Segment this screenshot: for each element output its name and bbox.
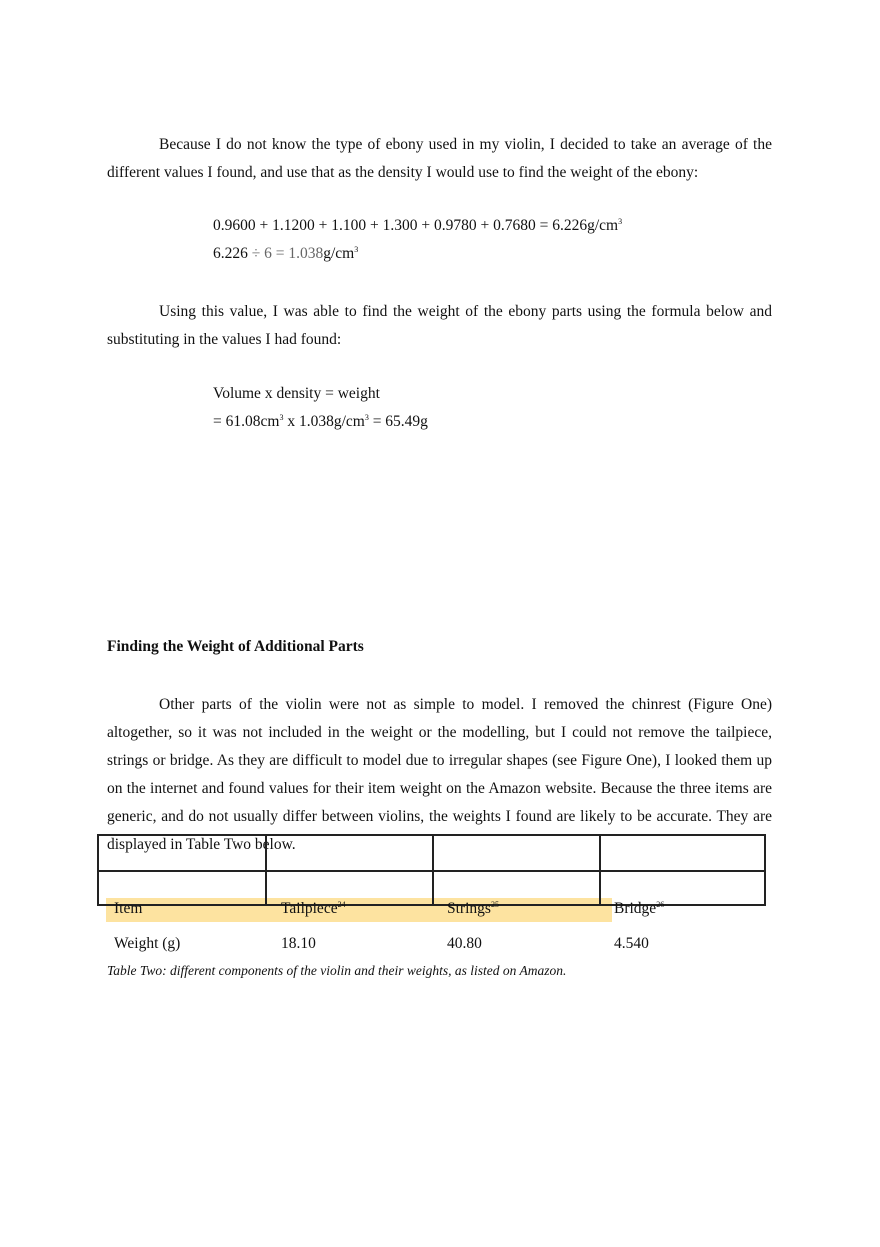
- table-cell-strings-weight: 40.80: [447, 935, 482, 952]
- equation-density-sum: [213, 217, 622, 235]
- table-cell-bridge-weight: 4.540: [614, 935, 649, 952]
- equation-volume: = 61.08cm: [213, 413, 280, 430]
- equation-avg-division: ÷ 6 = 1.038: [247, 245, 324, 262]
- table-header-bridge: [614, 900, 664, 918]
- equation-sum-text: 0.9600 + 1.1200 + 1.100 + 1.300 + 0.9780 + 0.7680 = 6.226g/cm: [213, 217, 619, 234]
- footnote-marker: 26: [656, 900, 665, 909]
- equation-weight-calculation: [213, 413, 428, 431]
- section-heading: Finding the Weight of Additional Parts: [107, 638, 364, 655]
- footnote-marker: 25: [490, 900, 499, 909]
- grid-column-divider: [265, 836, 267, 904]
- superscript-3: 3: [364, 413, 369, 422]
- table-caption: Table Two: different components of the violin and their weights, as listed on Amazon.: [107, 963, 567, 978]
- table-cell-tailpiece-weight: 18.10: [281, 935, 316, 952]
- table-header-label: Strings: [447, 900, 491, 917]
- footnote-marker: 24: [337, 900, 346, 909]
- table-header-label: Tailpiece: [281, 900, 338, 917]
- paragraph-using-value: Using this value, I was able to find the weight of the ebony parts using the formula below and substituting in the values I had found:: [107, 303, 772, 348]
- equation-density-average: [213, 245, 358, 263]
- table-header-strings: [447, 900, 499, 918]
- table-grid: [97, 834, 766, 906]
- equation-avg-value: 6.226: [213, 245, 248, 262]
- table-header-tailpiece: [281, 900, 346, 918]
- grid-column-divider: [432, 836, 434, 904]
- table-header-label: Bridge: [614, 900, 657, 917]
- equation-weight-formula: Volume x density = weight: [213, 385, 380, 402]
- table-cell-weight-label: Weight (g): [114, 935, 181, 952]
- equation-density: x 1.038g/cm: [283, 413, 365, 430]
- equation-avg-unit: g/cm: [323, 245, 355, 262]
- superscript-3: 3: [618, 217, 623, 226]
- paragraph-ebony-average: Because I do not know the type of ebony used in my violin, I decided to take an average of the different values I found, and use that as the density I would use to find the weight of the ebony:: [107, 136, 772, 181]
- superscript-3: 3: [279, 413, 284, 422]
- equation-result: = 65.49g: [368, 413, 428, 430]
- grid-column-divider: [599, 836, 601, 904]
- paragraph-additional-parts: Other parts of the violin were not as simple to model. I removed the chinrest (Figure One) altogether, so it was not included in the weight or the modelling, but I could not remove the tailpiece, strings or bridge. As they are difficult to model due to irregular shapes (see Figure One), I looked them up on the internet and found values for their item weight on the Amazon website. Because the three items are generic, and do not usually differ between violins, the weights I found are likely to be accurate. They are displayed in Table Two below.: [107, 696, 772, 853]
- table-header-item: Item: [114, 900, 143, 917]
- superscript-3: 3: [354, 245, 359, 254]
